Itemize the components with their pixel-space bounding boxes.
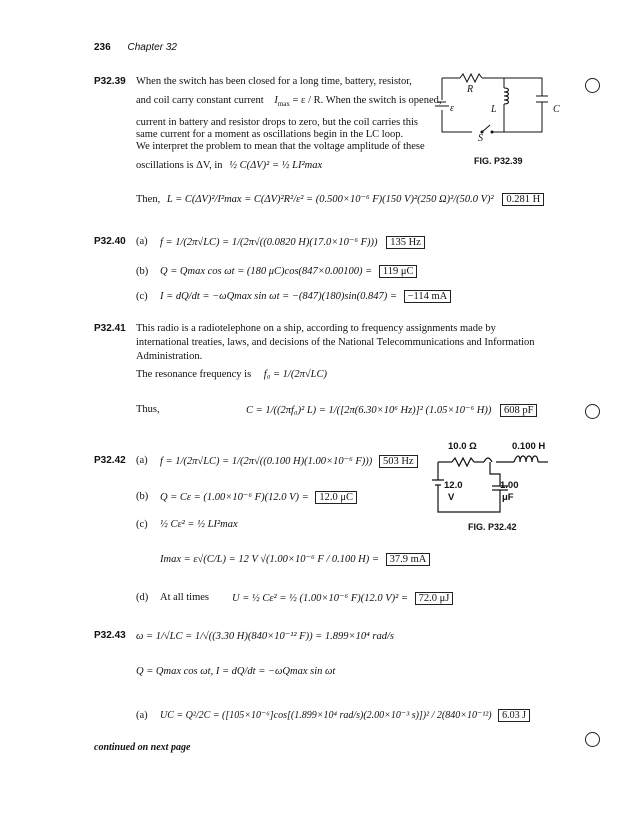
fig-capacitor-unit: μF (502, 492, 514, 503)
figure-caption: FIG. P32.42 (468, 522, 517, 532)
margin-hole-circle (585, 78, 600, 93)
charge-equation (160, 266, 417, 277)
part-label: (a) (136, 236, 148, 247)
part-label: (b) (136, 491, 149, 502)
fig-voltage-unit: V (448, 492, 455, 503)
fig-inductor-label: 0.100 H (512, 441, 546, 452)
frequency-equation (160, 236, 425, 248)
energy-equation: ½ Cε² = ½ LI²max (160, 519, 238, 530)
page-number: 236 (94, 42, 111, 53)
margin-hole-circle (585, 732, 600, 747)
part-label: (c) (136, 519, 148, 530)
thus-label: Thus, (136, 404, 160, 415)
charge-equation (160, 491, 357, 503)
answer-box: 37.9 mA (386, 553, 431, 566)
margin-hole-circle (585, 404, 600, 419)
part-label: (c) (136, 291, 148, 302)
equation-text: C = 1/((2πf₀)² L) = 1/([2π(6.30×10⁶ Hz)]² (1.05×10⁻⁶ H)) (246, 405, 492, 416)
p39-text-line (136, 95, 441, 108)
frequency-equation (160, 455, 418, 467)
p39-text-line (136, 160, 322, 171)
p39-text-line: same current for a moment as oscillations begin in the LC loop. (136, 129, 404, 140)
part-label: (a) (136, 455, 148, 466)
equation-text: f = 1/(2π√LC) = 1/(2π√((0.0820 H)(17.0×10⁻⁶ F))) (160, 237, 378, 248)
p39-text-line: current in battery and resistor drops to zero, but the coil carries this (136, 117, 418, 128)
problem-label: P32.39 (94, 76, 126, 87)
current-symbol: I (274, 95, 278, 106)
part-label: (b) (136, 266, 149, 277)
problem-label: P32.41 (94, 323, 126, 334)
current-equation (160, 291, 451, 302)
inductance-equation: L = C(ΔV)²/I²max = C(ΔV)²R²/ε² = (0.500×10⁻⁶ F)(150 V)²(250 Ω)²/(50.0 V)² (166, 194, 494, 205)
subscript-max: max (277, 100, 290, 109)
page-header (94, 42, 177, 53)
p41-text-line (136, 369, 327, 380)
p41-text-line: international treaties, laws, and decisions of the National Telecommunications and Information (136, 337, 535, 348)
fig-capacitor-label: 1.00 (500, 480, 519, 491)
continued-note: continued on next page (94, 742, 191, 753)
equation-text: f = 1/(2π√LC) = 1/(2π√((0.100 H)(1.00×10⁻⁶ F))) (160, 456, 373, 467)
equation-text: Imax = ε√(C/L) = 12 V √(1.00×10⁻⁶ F / 0.100 H) = (160, 554, 379, 565)
equation-text: I = dQ/dt = −ωQmax sin ωt = −(847)(180)sin(0.847) = (160, 291, 397, 302)
capacitance-equation (246, 404, 537, 416)
energy-equation: ½ C(ΔV)² = ½ LI²max (229, 160, 323, 171)
answer-box: −114 mA (404, 290, 452, 303)
max-current-equation (160, 553, 430, 565)
fig-label-L: L (491, 104, 497, 115)
fig-resistor-label: 10.0 Ω (448, 441, 477, 452)
problem-label: P32.43 (94, 630, 126, 641)
answer-box: 0.281 H (502, 193, 544, 206)
p41-text-line: Administration. (136, 351, 203, 362)
omega-equation: ω = 1/√LC = 1/√((3.30 H)(840×10⁻¹² F)) = 1.899×10⁴ rad/s (136, 631, 394, 642)
p41-text-line: This radio is a radiotelephone on a ship, according to frequency assignments made by (136, 323, 496, 334)
answer-box: 503 Hz (379, 455, 418, 468)
p39-text-fragment: oscillations is ΔV, in (136, 160, 223, 171)
answer-box: 72.0 μJ (415, 592, 454, 605)
p41-text-fragment: The resonance frequency is (136, 369, 252, 380)
resonance-equation: f₀ = 1/(2π√LC) (263, 369, 327, 380)
charge-current-equation: Q = Qmax cos ωt, I = dQ/dt = −ωQmax sin ωt (136, 666, 336, 677)
energy-equation (232, 592, 453, 604)
p39-then-line (136, 193, 544, 205)
figure-caption: FIG. P32.39 (474, 156, 523, 166)
fig-label-emf: ε (450, 103, 454, 114)
chapter-title: Chapter 32 (127, 42, 177, 53)
fig-voltage-label: 12.0 (444, 480, 463, 491)
capacitor-energy-equation (160, 710, 530, 721)
answer-box: 6.03 J (498, 709, 530, 722)
problem-label: P32.40 (94, 236, 126, 247)
at-all-times-text: At all times (160, 592, 209, 603)
fig-label-C: C (553, 104, 560, 115)
fig-label-R: R (467, 84, 474, 95)
answer-box: 119 μC (379, 265, 418, 278)
fig-label-S: S (478, 133, 483, 144)
equation-text: Q = Qmax cos ωt = (180 μC)cos(847×0.00100) = (160, 266, 373, 277)
answer-box: 135 Hz (386, 236, 425, 249)
problem-label: P32.42 (94, 455, 126, 466)
part-label: (a) (136, 710, 148, 721)
equation-text: UC = Q²/2C = ([105×10⁻⁶]cos[(1.899×10⁴ rad/s)(2.00×10⁻³ s)])² / 2(840×10⁻¹²) (160, 710, 492, 721)
answer-box: 12.0 μC (315, 491, 357, 504)
current-equation: = ε / R (292, 95, 321, 106)
p39-text-fragment: . When the switch is opened, (320, 95, 442, 106)
then-label: Then, (136, 194, 161, 205)
equation-text: U = ½ Cε² = ½ (1.00×10⁻⁶ F)(12.0 V)² = (232, 593, 408, 604)
answer-box: 608 pF (500, 404, 537, 417)
equation-text: Q = Cε = (1.00×10⁻⁶ F)(12.0 V) = (160, 492, 309, 503)
p39-text-line: We interpret the problem to mean that the voltage amplitude of these (136, 141, 425, 152)
p39-text-line: When the switch has been closed for a long time, battery, resistor, (136, 76, 412, 87)
p39-text-fragment: and coil carry constant current (136, 95, 264, 106)
part-label: (d) (136, 592, 149, 603)
